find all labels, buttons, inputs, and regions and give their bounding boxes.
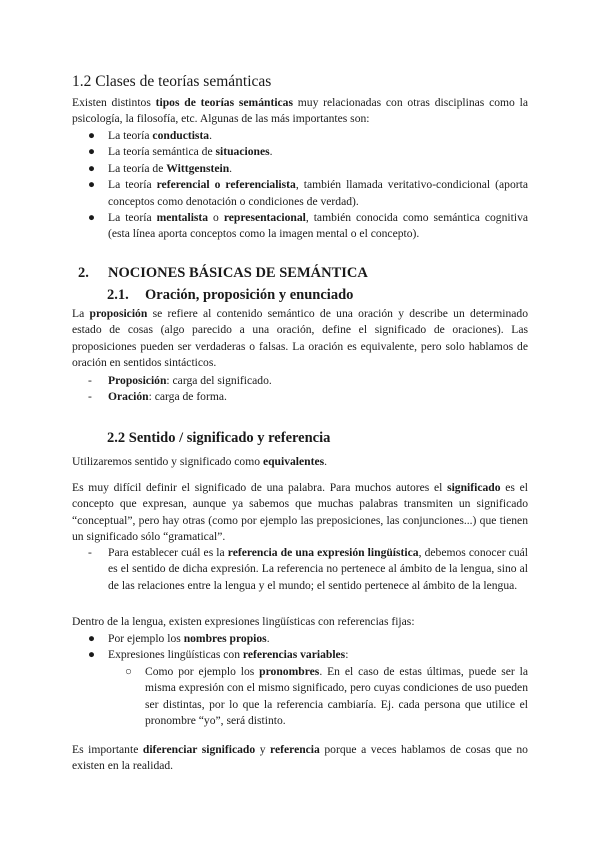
bullet-icon: ● <box>88 145 96 159</box>
section-1-2-intro: Existen distintos tipos de teorías semánticas muy relacionadas con otras disciplinas como la psicología, la filosofía, etc. Algunas de las más importantes son: <box>72 96 528 126</box>
list-item: ● La teoría semántica de situaciones. <box>108 144 528 160</box>
reference-list <box>88 545 528 594</box>
list-item: ● La teoría referencial o referencialista, también llamada veritativo-condicional (aporta conceptos como denotación o condiciones de verdad). <box>88 178 528 208</box>
section-2-1-heading: 2.1. Oración, proposición y enunciado <box>107 287 354 303</box>
list-item: ● La teoría conductista. <box>108 128 528 144</box>
dash-bullet: - <box>88 546 92 559</box>
list-item: ● Expresiones lingüísticas con referencias variables: <box>108 647 528 663</box>
list-item: - Para establecer cuál es la referencia de una expresión lingüística, debemos conocer cuál es el sentido de dicha expresión. La referencia no pertenece al ámbito de la lengua, sino al de las relaciones entre la lengua y el mundo; el sentido pertenece al ámbito de la lengua. <box>88 546 528 592</box>
section-2-1-paragraph: La proposición se refiere al contenido semántico de una oración y describe un determinado estado de cosas (algo parecido a una oración, define el significado de oraciones). Las proposiciones pueden ser verdaderas o falsas. La oración es equivalente, pero solo hablamos de oración en sentidos sintácticos. <box>72 307 528 370</box>
bullet-icon: ● <box>88 129 96 142</box>
list-item: - Proposición: carga del significado. <box>108 373 528 389</box>
bullet-icon: ● <box>88 632 96 645</box>
dash-bullet: - <box>88 374 92 387</box>
section-2-2-p4: Es importante diferenciar significado y referencia porque a veces hablamos de cosas que no existen en la realidad. <box>72 743 528 773</box>
bullet-icon: ● <box>88 648 96 662</box>
variable-references-sublist <box>125 664 528 730</box>
section-2-2-heading: 2.2 Sentido / significado y referencia <box>107 430 331 446</box>
bullet-icon: ● <box>88 211 96 225</box>
section-2-2-p2: Es muy difícil definir el significado de una palabra. Para muchos autores el significado es el concepto que expresan, aunque ya sabemos que muchas palabras transmiten un significado “conceptual”, pero hay otras (como por ejemplo las preposiciones, las conjunciones...) que tienen un significado sólo “gramatical”. <box>72 481 528 544</box>
section-2-2-p1: Utilizaremos sentido y significado como equivalentes. <box>72 455 328 468</box>
list-item: - Oración: carga de forma. <box>108 389 528 405</box>
bullet-icon: ● <box>88 178 96 192</box>
circle-bullet-icon: ○ <box>125 665 133 678</box>
bullet-icon: ● <box>88 161 96 175</box>
dash-bullet: - <box>88 390 92 404</box>
fixed-references-list <box>88 631 528 664</box>
list-item: ● La teoría mentalista o representacional, también conocida como semántica cognitiva (esta línea aporta conceptos como la imagen mental o el concepto). <box>88 211 529 241</box>
list-item: ● La teoría de Wittgenstein. <box>108 161 528 177</box>
section-2-heading: 2. NOCIONES BÁSICAS DE SEMÁNTICA <box>78 265 368 281</box>
definitions-list <box>88 373 528 406</box>
list-item: ● Por ejemplo los nombres propios. <box>108 631 528 647</box>
list-item: ○ Como por ejemplo los pronombres. En el caso de estas últimas, puede ser la misma expresión con el mismo significado, pero cuyas condiciones de uso pueden ser distintas, por lo que la referencia cambiaría. Ej. cada persona que utilice el pronombre “yo”, será distinto. <box>125 665 528 728</box>
section-2-2-p3: Dentro de la lengua, existen expresiones lingüísticas con referencias fijas: <box>72 615 415 628</box>
section-1-2-heading: 1.2 Clases de teorías semánticas <box>72 73 272 90</box>
theories-list <box>88 128 529 243</box>
